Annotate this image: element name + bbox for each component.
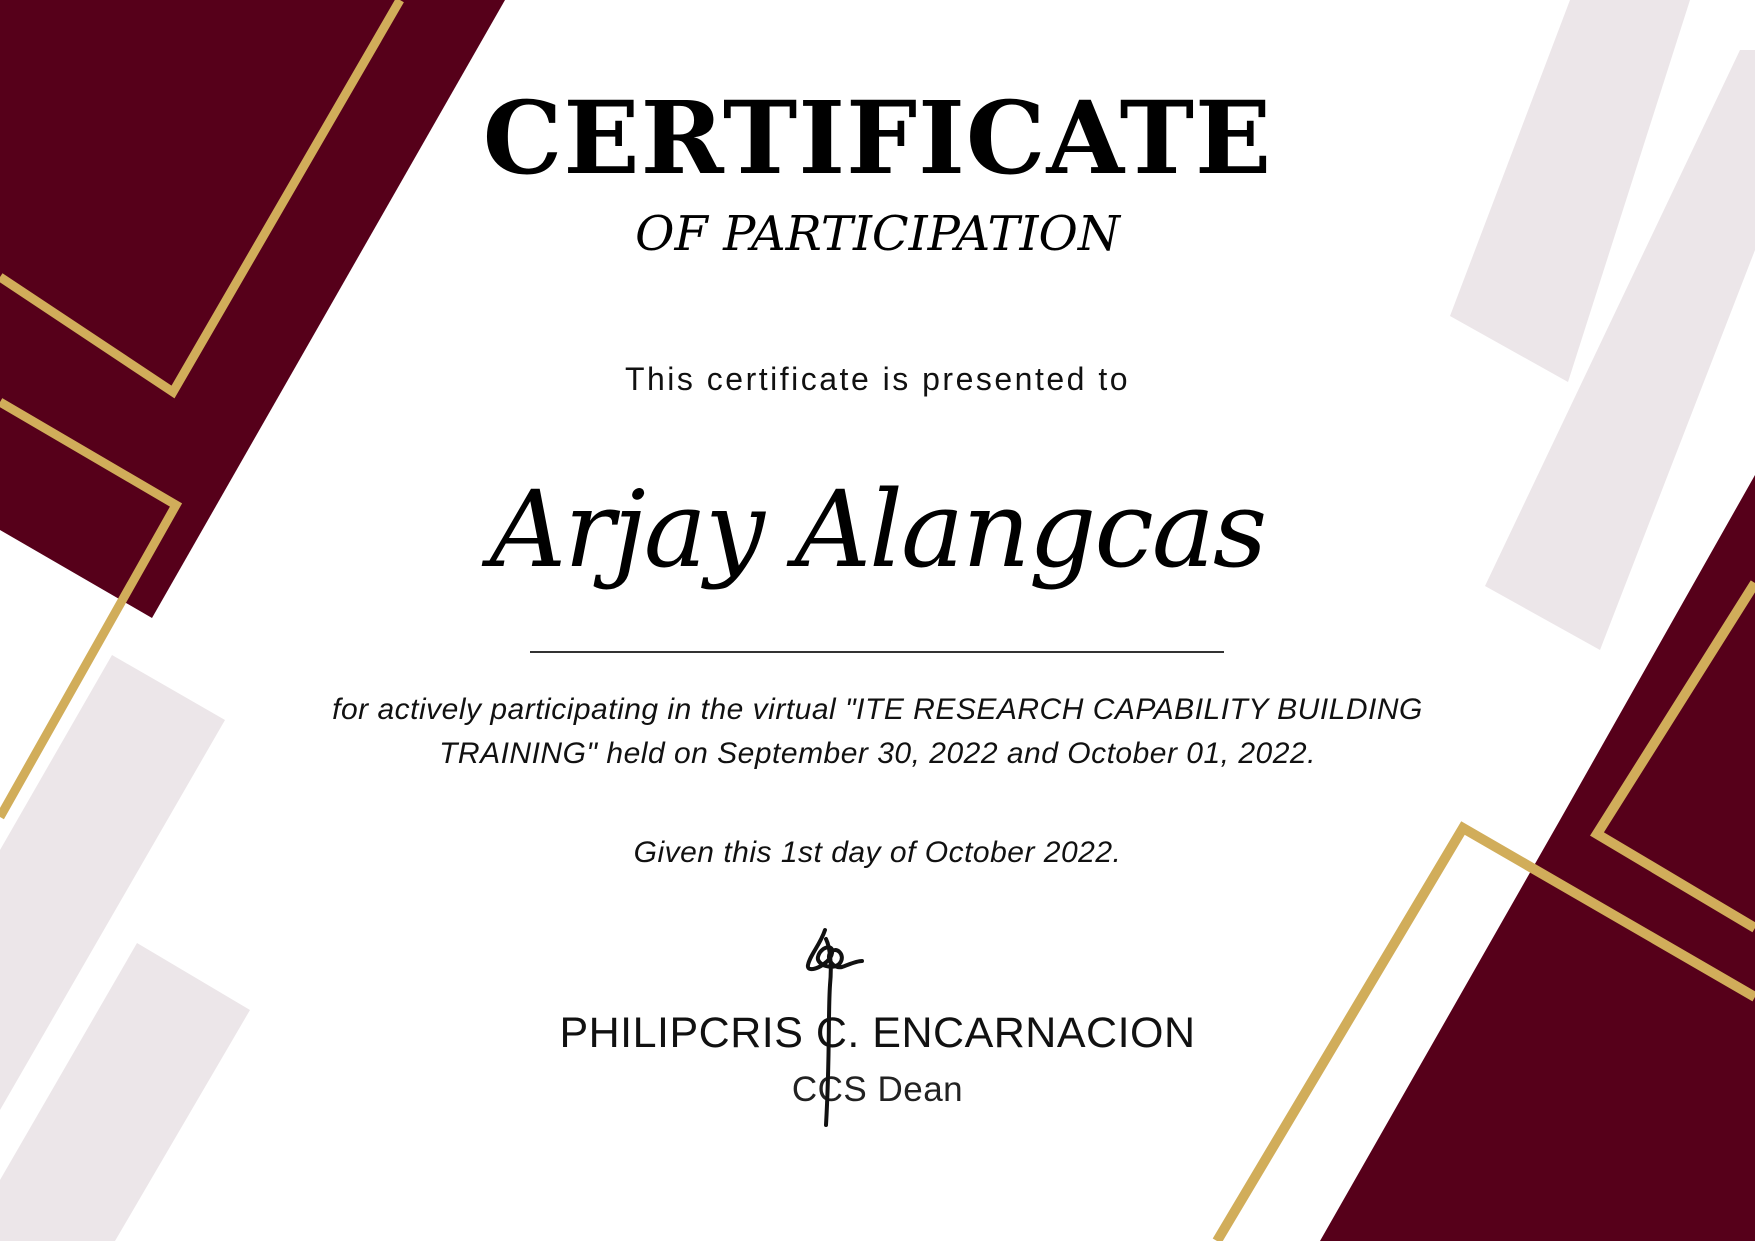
given-date: Given this 1st day of October 2022. xyxy=(633,836,1122,869)
presented-to-text: This certificate is presented to xyxy=(624,361,1131,397)
description-prefix: for actively participating in the virtual " xyxy=(332,693,857,726)
signature-icon xyxy=(790,925,870,1135)
description-suffix: " held on September 30, 2022 and October 01, 2022. xyxy=(586,737,1316,770)
recipient-name: Arjay Alangcas xyxy=(489,468,1266,591)
name-underline xyxy=(530,651,1224,653)
participation-description xyxy=(330,688,1425,776)
event-name: ITE RESEARCH CAPABILITY BUILDING TRAINING xyxy=(439,693,1423,770)
signatory-name: PHILIPCRIS C. ENCARNACION xyxy=(559,1009,1196,1057)
certificate-title: CERTIFICATE xyxy=(482,79,1273,197)
signatory-title: CCS Dean xyxy=(791,1070,964,1109)
certificate-subtitle: OF PARTICIPATION xyxy=(635,206,1120,262)
